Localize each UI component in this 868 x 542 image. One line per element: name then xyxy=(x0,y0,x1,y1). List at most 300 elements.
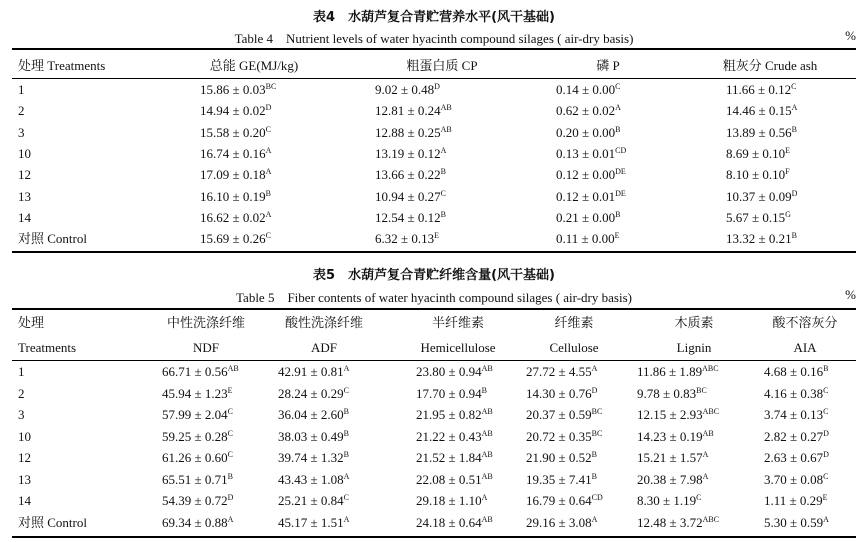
table4-top-rule xyxy=(12,48,856,50)
table5-header-en-treatment: Treatments xyxy=(18,340,77,355)
significance-letter: A xyxy=(343,471,350,481)
cell-value: 29.16 ± 3.08 xyxy=(526,514,592,530)
cell-value: 11.66 ± 0.12 xyxy=(726,82,792,97)
significance-letter: D xyxy=(791,188,798,198)
table5-header-cn-ndf: 中性洗涤纤维 xyxy=(166,316,245,331)
table-row xyxy=(12,165,856,185)
table5-unit: % xyxy=(845,287,856,302)
significance-letter: A xyxy=(343,514,350,524)
adf-cell xyxy=(278,362,349,382)
treatment-label: 12 xyxy=(18,450,31,465)
cell-value: 57.99 ± 2.04 xyxy=(162,407,228,422)
cell-value: 15.69 ± 0.26 xyxy=(200,231,266,247)
cp-cell xyxy=(375,187,446,207)
cell-value: 2.63 ± 0.67 xyxy=(764,450,824,465)
p-cell xyxy=(556,144,626,164)
significance-letter: D xyxy=(227,493,234,502)
cell-value: 12.81 ± 0.24 xyxy=(375,103,441,119)
cellulose-cell xyxy=(526,362,597,382)
table5-header-en-cellulose: Cellulose xyxy=(549,340,599,355)
cell-value: 4.16 ± 0.38 xyxy=(764,385,824,401)
crude-ash-cell xyxy=(726,229,797,249)
significance-letter: AB xyxy=(481,514,493,524)
table4-header-row xyxy=(12,56,856,76)
adf-cell xyxy=(278,384,349,404)
cell-value: 6.32 ± 0.13 xyxy=(375,231,435,247)
significance-letter: C xyxy=(227,428,233,438)
cell-value: 4.68 ± 0.16 xyxy=(764,364,824,379)
lignin-cell xyxy=(637,491,701,511)
table-row xyxy=(12,384,856,404)
table5-header-en-lignin: Lignin xyxy=(676,340,712,355)
significance-letter: A xyxy=(591,514,598,524)
significance-letter: B xyxy=(265,188,271,198)
table4-header-p: 磷 P xyxy=(596,58,620,73)
aia-cell xyxy=(764,384,828,404)
cell-value: 0.21 ± 0.00 xyxy=(556,209,616,225)
cell-value: 10.37 ± 0.09 xyxy=(726,188,792,204)
p-cell xyxy=(556,187,626,207)
cellulose-cell xyxy=(526,470,597,490)
significance-letter: B xyxy=(481,385,487,395)
cell-value: 20.37 ± 0.59 xyxy=(526,407,592,422)
significance-letter: AB xyxy=(481,364,493,373)
cell-value: 25.21 ± 0.84 xyxy=(278,493,344,508)
significance-letter: A xyxy=(702,471,709,481)
significance-letter: ABC xyxy=(702,407,720,416)
table-row xyxy=(12,208,856,228)
ndf-cell xyxy=(162,448,233,468)
table5-top-rule xyxy=(12,308,856,310)
cell-value: 45.94 ± 1.23 xyxy=(162,385,228,401)
cell-value: 19.35 ± 7.41 xyxy=(526,471,592,487)
hemicellulose-cell xyxy=(416,384,487,404)
cell-value: 5.30 ± 0.59 xyxy=(764,514,824,530)
significance-letter: E xyxy=(822,493,828,502)
table4-header-treatments: 处理 Treatments xyxy=(18,58,106,73)
adf-cell xyxy=(278,405,349,425)
ge-cell xyxy=(200,229,271,249)
cell-value: 9.78 ± 0.83 xyxy=(637,385,697,401)
aia-cell xyxy=(764,470,828,490)
cell-value: 16.74 ± 0.16 xyxy=(200,145,266,161)
significance-letter: C xyxy=(343,493,349,502)
lignin-cell xyxy=(637,405,719,425)
significance-letter: E xyxy=(614,231,620,241)
significance-letter: A xyxy=(265,209,272,219)
significance-letter: B xyxy=(440,209,446,219)
ndf-cell xyxy=(162,384,233,404)
table-row xyxy=(12,144,856,164)
significance-letter: A xyxy=(265,145,272,155)
cellulose-cell xyxy=(526,384,597,404)
cell-value: 21.95 ± 0.82 xyxy=(416,407,482,422)
cell-value: 13.32 ± 0.21 xyxy=(726,231,792,247)
cell-value: 13.66 ± 0.22 xyxy=(375,167,441,183)
cell-value: 2.82 ± 0.27 xyxy=(764,428,824,444)
cell-value: 10.94 ± 0.27 xyxy=(375,188,441,204)
treatment-label: 3 xyxy=(18,407,25,422)
cell-value: 21.22 ± 0.43 xyxy=(416,428,482,444)
significance-letter: AB xyxy=(481,450,493,459)
adf-cell xyxy=(278,513,349,533)
significance-letter: ABC xyxy=(702,364,719,373)
table5-header-cn-cellulose: 纤维素 xyxy=(554,316,594,331)
table5-header-en-adf: ADF xyxy=(310,340,337,355)
cellulose-cell xyxy=(526,491,603,511)
cell-value: 15.21 ± 1.57 xyxy=(637,450,703,465)
significance-letter: B xyxy=(591,450,597,459)
crude-ash-cell xyxy=(726,208,791,228)
cell-value: 8.10 ± 0.10 xyxy=(726,167,786,183)
significance-letter: BC xyxy=(265,82,277,91)
table4-title-en: Table 4 Nutrient levels of water hyacinth compound silages ( air-dry basis) xyxy=(234,31,634,46)
significance-letter: C xyxy=(265,124,271,134)
cell-value: 14.46 ± 0.15 xyxy=(726,103,792,119)
significance-letter: D xyxy=(823,428,829,438)
significance-letter: DE xyxy=(615,188,626,198)
crude-ash-cell xyxy=(726,123,797,143)
crude-ash-cell xyxy=(726,187,797,207)
table-row xyxy=(12,448,856,468)
table4-header-ge: 总能 GE(MJ/kg) xyxy=(209,58,299,73)
table-row xyxy=(12,513,856,533)
cell-value: 12.15 ± 2.93 xyxy=(637,407,703,422)
ge-cell xyxy=(200,208,271,228)
cell-value: 69.34 ± 0.88 xyxy=(162,514,228,530)
significance-letter: C xyxy=(343,385,349,395)
cell-value: 12.54 ± 0.12 xyxy=(375,209,441,225)
significance-letter: D xyxy=(434,82,440,91)
hemicellulose-cell xyxy=(416,405,493,425)
significance-letter: AB xyxy=(481,428,493,438)
significance-letter: C xyxy=(823,471,829,481)
ge-cell xyxy=(200,187,271,207)
significance-letter: C xyxy=(265,231,271,241)
treatment-label: 14 xyxy=(18,493,31,508)
table-row xyxy=(12,101,856,121)
adf-cell xyxy=(278,491,349,511)
significance-letter: D xyxy=(265,103,272,113)
significance-letter: B xyxy=(615,209,621,219)
adf-cell xyxy=(278,448,349,468)
cell-value: 59.25 ± 0.28 xyxy=(162,428,228,444)
hemicellulose-cell xyxy=(416,470,493,490)
lignin-cell xyxy=(637,448,708,468)
significance-letter: AB xyxy=(227,364,239,373)
significance-letter: A xyxy=(702,450,709,459)
cell-value: 0.13 ± 0.01 xyxy=(556,145,616,161)
significance-letter: CD xyxy=(591,493,603,502)
cell-value: 22.08 ± 0.51 xyxy=(416,471,482,487)
ndf-cell xyxy=(162,470,233,490)
table5-title-en: Table 5 Fiber contents of water hyacinth compound silages ( air-dry basis) xyxy=(236,290,632,305)
table5-header-cn-hemi: 半纤维素 xyxy=(431,316,484,331)
aia-cell xyxy=(764,427,829,447)
cp-cell xyxy=(375,80,440,100)
significance-letter: B xyxy=(791,124,797,134)
significance-letter: BC xyxy=(591,428,603,438)
p-cell xyxy=(556,229,620,249)
table5-header-cn-treatment: 处理 xyxy=(18,316,45,331)
cp-cell xyxy=(375,101,452,121)
table5-header-cn-aia: 酸不溶灰分 xyxy=(772,316,838,331)
significance-letter: B xyxy=(591,471,597,481)
significance-letter: D xyxy=(591,385,598,395)
significance-letter: F xyxy=(785,167,790,177)
cell-value: 12.48 ± 3.72 xyxy=(637,514,703,530)
cp-cell xyxy=(375,208,446,228)
aia-cell xyxy=(764,513,829,533)
table5-header-row-en xyxy=(12,338,856,358)
significance-letter: A xyxy=(481,493,488,502)
significance-letter: A xyxy=(615,103,621,113)
cell-value: 16.62 ± 0.02 xyxy=(200,209,266,225)
significance-letter: E xyxy=(785,145,791,155)
cell-value: 36.04 ± 2.60 xyxy=(278,407,344,422)
cell-value: 3.70 ± 0.08 xyxy=(764,471,824,487)
crude-ash-cell xyxy=(726,101,797,121)
treatment-label: 1 xyxy=(18,82,25,97)
cp-cell xyxy=(375,123,452,143)
p-cell xyxy=(556,101,621,121)
cell-value: 0.14 ± 0.00 xyxy=(556,82,616,97)
significance-letter: C xyxy=(440,188,446,198)
cell-value: 0.12 ± 0.01 xyxy=(556,188,616,204)
cell-value: 11.86 ± 1.89 xyxy=(637,364,703,379)
cp-cell xyxy=(375,165,446,185)
treatment-label: 13 xyxy=(18,188,31,204)
hemicellulose-cell xyxy=(416,513,493,533)
cell-value: 9.02 ± 0.48 xyxy=(375,82,435,97)
table5-header-en-aia: AIA xyxy=(793,340,817,355)
cell-value: 0.12 ± 0.00 xyxy=(556,167,616,183)
significance-letter: B xyxy=(440,167,446,177)
lignin-cell xyxy=(637,427,714,447)
cell-value: 16.10 ± 0.19 xyxy=(200,188,266,204)
significance-letter: A xyxy=(343,364,350,373)
aia-cell xyxy=(764,448,829,468)
significance-letter: B xyxy=(343,428,349,438)
significance-letter: AB xyxy=(702,428,714,438)
hemicellulose-cell xyxy=(416,491,487,511)
cell-value: 24.18 ± 0.64 xyxy=(416,514,482,530)
lignin-cell xyxy=(637,362,719,382)
p-cell xyxy=(556,165,626,185)
cell-value: 15.86 ± 0.03 xyxy=(200,82,266,97)
significance-letter: G xyxy=(785,209,791,219)
cell-value: 29.18 ± 1.10 xyxy=(416,493,482,508)
table5-header-en-ndf: NDF xyxy=(192,340,219,355)
adf-cell xyxy=(278,427,349,447)
significance-letter: A xyxy=(823,514,829,524)
significance-letter: ABC xyxy=(702,514,720,524)
treatment-label: 14 xyxy=(18,209,31,225)
cellulose-cell xyxy=(526,427,602,447)
significance-letter: C xyxy=(823,407,829,416)
cell-value: 20.38 ± 7.98 xyxy=(637,471,703,487)
cell-value: 0.20 ± 0.00 xyxy=(556,124,616,140)
ndf-cell xyxy=(162,513,233,533)
cell-value: 14.30 ± 0.76 xyxy=(526,385,592,401)
cell-value: 0.62 ± 0.02 xyxy=(556,103,616,119)
cell-value: 61.26 ± 0.60 xyxy=(162,450,228,465)
cellulose-cell xyxy=(526,513,597,533)
ndf-cell xyxy=(162,362,239,382)
table5-header-row-cn xyxy=(12,314,856,334)
crude-ash-cell xyxy=(726,165,790,185)
crude-ash-cell xyxy=(726,80,797,100)
cell-value: 42.91 ± 0.81 xyxy=(278,364,344,379)
treatment-label: 2 xyxy=(18,103,25,119)
lignin-cell xyxy=(637,470,708,490)
cell-value: 21.52 ± 1.84 xyxy=(416,450,482,465)
significance-letter: A xyxy=(440,145,447,155)
significance-letter: C xyxy=(227,407,233,416)
table5-header-rule xyxy=(12,360,856,361)
aia-cell xyxy=(764,362,828,382)
significance-letter: E xyxy=(227,385,233,395)
p-cell xyxy=(556,208,620,228)
significance-letter: A xyxy=(791,103,798,113)
table4-unit: % xyxy=(845,28,856,43)
treatment-label: 3 xyxy=(18,124,25,140)
table5-header-cn-adf: 酸性洗涤纤维 xyxy=(284,316,363,331)
aia-cell xyxy=(764,405,828,425)
significance-letter: AB xyxy=(440,103,452,113)
cell-value: 17.09 ± 0.18 xyxy=(200,167,266,183)
significance-letter: AB xyxy=(481,471,493,481)
cell-value: 21.90 ± 0.52 xyxy=(526,450,592,465)
cell-value: 27.72 ± 4.55 xyxy=(526,364,592,379)
significance-letter: C xyxy=(227,450,233,459)
cell-value: 15.58 ± 0.20 xyxy=(200,124,266,140)
table5-header-cn-lignin: 木质素 xyxy=(674,316,714,331)
ndf-cell xyxy=(162,427,233,447)
crude-ash-cell xyxy=(726,144,790,164)
ndf-cell xyxy=(162,491,233,511)
significance-letter: C xyxy=(696,493,702,502)
table-row xyxy=(12,427,856,447)
lignin-cell xyxy=(637,513,719,533)
cell-value: 17.70 ± 0.94 xyxy=(416,385,482,401)
significance-letter: E xyxy=(434,231,440,241)
cell-value: 65.51 ± 0.71 xyxy=(162,471,228,487)
cell-value: 38.03 ± 0.49 xyxy=(278,428,344,444)
table-row xyxy=(12,80,856,100)
hemicellulose-cell xyxy=(416,427,493,447)
table-row xyxy=(12,187,856,207)
table5-title-cn: 表5 水葫芦复合青贮纤维含量(风干基础) xyxy=(313,268,555,283)
significance-letter: C xyxy=(791,82,797,91)
table-row xyxy=(12,470,856,490)
cell-value: 28.24 ± 0.29 xyxy=(278,385,344,401)
treatment-label: 10 xyxy=(18,145,31,161)
cell-value: 39.74 ± 1.32 xyxy=(278,450,344,465)
table-row xyxy=(12,405,856,425)
cell-value: 8.69 ± 0.10 xyxy=(726,145,786,161)
table-row xyxy=(12,123,856,143)
lignin-cell xyxy=(637,384,707,404)
cell-value: 13.19 ± 0.12 xyxy=(375,145,441,161)
table4-header-cp: 粗蛋白质 CP xyxy=(406,58,478,73)
significance-letter: A xyxy=(591,364,598,373)
significance-letter: D xyxy=(823,450,829,459)
cell-value: 14.23 ± 0.19 xyxy=(637,428,703,444)
table4-header-ash: 粗灰分 Crude ash xyxy=(722,58,818,73)
treatment-label: 10 xyxy=(18,428,31,444)
table-row xyxy=(12,362,856,382)
cell-value: 1.11 ± 0.29 xyxy=(764,493,823,508)
cellulose-cell xyxy=(526,405,602,425)
cell-value: 43.43 ± 1.08 xyxy=(278,471,344,487)
adf-cell xyxy=(278,470,349,490)
p-cell xyxy=(556,80,620,100)
significance-letter: B xyxy=(343,407,349,416)
cell-value: 20.72 ± 0.35 xyxy=(526,428,592,444)
significance-letter: DE xyxy=(615,167,626,177)
significance-letter: A xyxy=(227,514,234,524)
significance-letter: B xyxy=(227,471,233,481)
cell-value: 16.79 ± 0.64 xyxy=(526,493,592,508)
ge-cell xyxy=(200,123,271,143)
significance-letter: AB xyxy=(481,407,493,416)
ge-cell xyxy=(200,165,271,185)
treatment-label: 12 xyxy=(18,167,31,183)
significance-letter: C xyxy=(823,385,829,395)
cell-value: 12.88 ± 0.25 xyxy=(375,124,441,140)
table4-header-rule xyxy=(12,78,856,79)
cp-cell xyxy=(375,229,439,249)
cell-value: 5.67 ± 0.15 xyxy=(726,209,786,225)
significance-letter: A xyxy=(265,167,272,177)
cell-value: 8.30 ± 1.19 xyxy=(637,493,697,508)
significance-letter: BC xyxy=(591,407,603,416)
table5-bottom-rule xyxy=(12,536,856,538)
treatment-label: 对照 Control xyxy=(18,514,87,530)
cell-value: 3.74 ± 0.13 xyxy=(764,407,824,422)
treatment-label: 1 xyxy=(18,364,25,379)
significance-letter: BC xyxy=(696,385,707,395)
ge-cell xyxy=(200,101,271,121)
cell-value: 23.80 ± 0.94 xyxy=(416,364,482,379)
treatment-label: 对照 Control xyxy=(18,231,87,247)
cell-value: 14.94 ± 0.02 xyxy=(200,103,266,119)
table4-bottom-rule xyxy=(12,251,856,253)
hemicellulose-cell xyxy=(416,362,493,382)
table5-header-en-hemi: Hemicellulose xyxy=(420,340,496,355)
cell-value: 54.39 ± 0.72 xyxy=(162,493,228,508)
cell-value: 0.11 ± 0.00 xyxy=(556,231,615,247)
cell-value: 45.17 ± 1.51 xyxy=(278,514,344,530)
p-cell xyxy=(556,123,620,143)
treatment-label: 13 xyxy=(18,471,31,487)
table-row xyxy=(12,229,856,249)
significance-letter: B xyxy=(823,364,829,373)
significance-letter: CD xyxy=(615,145,627,155)
significance-letter: B xyxy=(791,231,797,241)
significance-letter: B xyxy=(615,124,621,134)
treatment-label: 2 xyxy=(18,385,25,401)
table-row xyxy=(12,491,856,511)
significance-letter: C xyxy=(615,82,621,91)
significance-letter: B xyxy=(343,450,349,459)
cell-value: 13.89 ± 0.56 xyxy=(726,124,792,140)
table4-title-cn: 表4 水葫芦复合青贮营养水平(风干基础) xyxy=(313,10,555,25)
cellulose-cell xyxy=(526,448,597,468)
ge-cell xyxy=(200,144,271,164)
significance-letter: AB xyxy=(440,124,452,134)
